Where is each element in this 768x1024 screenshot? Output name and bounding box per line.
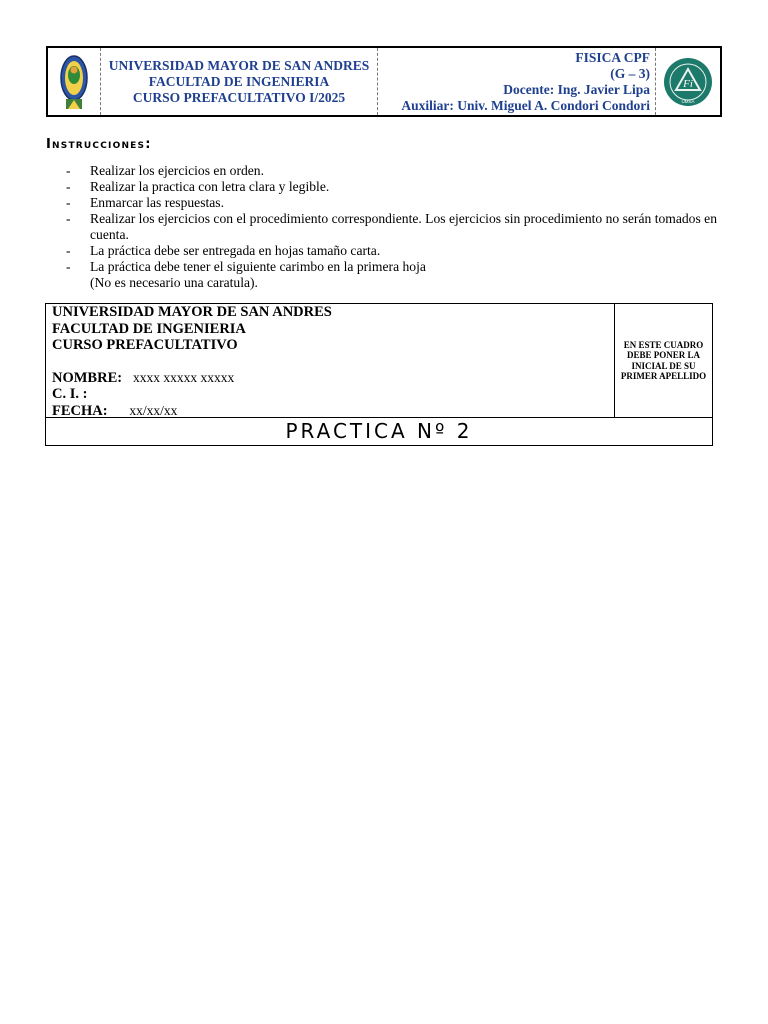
- faculty-emblem-icon: [663, 57, 713, 107]
- list-item: - Realizar la practica con letra clara y legible.: [66, 179, 330, 194]
- ci-row: C. I. :: [52, 386, 88, 402]
- instructions-title: Instrucciones:: [46, 137, 152, 152]
- list-item: - La práctica debe tener el siguiente carimbo en la primera hoja: [66, 259, 426, 274]
- header-course: CURSO PREFACULTATIVO I/2025: [132, 89, 346, 105]
- faculty-logo: [656, 48, 720, 115]
- university-seal-logo: [48, 48, 101, 115]
- nombre-row: NOMBRE: xxxx xxxxx xxxxx: [52, 369, 235, 386]
- header-group: (G – 3): [610, 65, 650, 81]
- list-item: - Enmarcar las respuestas.: [66, 195, 224, 210]
- list-item: - Realizar los ejercicios en orden.: [66, 163, 264, 178]
- student-stamp-form: [45, 303, 713, 446]
- stamp-top: [46, 304, 712, 418]
- stamp-details: [52, 304, 332, 419]
- fecha-value: xx/xx/xx: [129, 402, 178, 418]
- practica-title: PRACTICA Nº 2: [285, 419, 473, 443]
- list-item: - Realizar los ejercicios con el procedimiento correspondiente. Los ejercicios sin procedimiento no serán tomados en cuenta.: [66, 211, 717, 242]
- header-faculty: FACULTAD DE INGENIERIA: [148, 73, 330, 89]
- initial-box: EN ESTE CUADRO DEBE PONER LA INICIAL DE SU PRIMER APELLIDO: [614, 304, 712, 417]
- svg-text:Fi: Fi: [683, 77, 693, 90]
- document-header: [46, 46, 722, 117]
- header-university: UNIVERSIDAD MAYOR DE SAN ANDRES: [108, 57, 370, 73]
- header-subject: FISICA CPF: [575, 49, 650, 65]
- list-item: - La práctica debe ser entregada en hojas tamaño carta.: [66, 243, 381, 258]
- stamp-faculty: FACULTAD DE INGENIERIA: [52, 320, 246, 337]
- fecha-row: FECHA: xx/xx/xx: [52, 402, 178, 419]
- seal-icon: [59, 53, 89, 111]
- stamp-university: UNIVERSIDAD MAYOR DE SAN ANDRES: [52, 304, 332, 320]
- emblem-label: UMSA: [681, 98, 695, 104]
- nombre-value: xxxx xxxxx xxxxx: [132, 369, 235, 385]
- header-right: [378, 48, 656, 115]
- list-item-note: (No es necesario una caratula).: [90, 275, 258, 290]
- header-assistant: Auxiliar: Univ. Miguel A. Condori Condori: [401, 97, 650, 113]
- instructions-list: [66, 163, 726, 291]
- header-center: [101, 48, 378, 115]
- header-teacher: Docente: Ing. Javier Lipa: [503, 81, 650, 97]
- stamp-course: CURSO PREFACULTATIVO: [52, 337, 238, 353]
